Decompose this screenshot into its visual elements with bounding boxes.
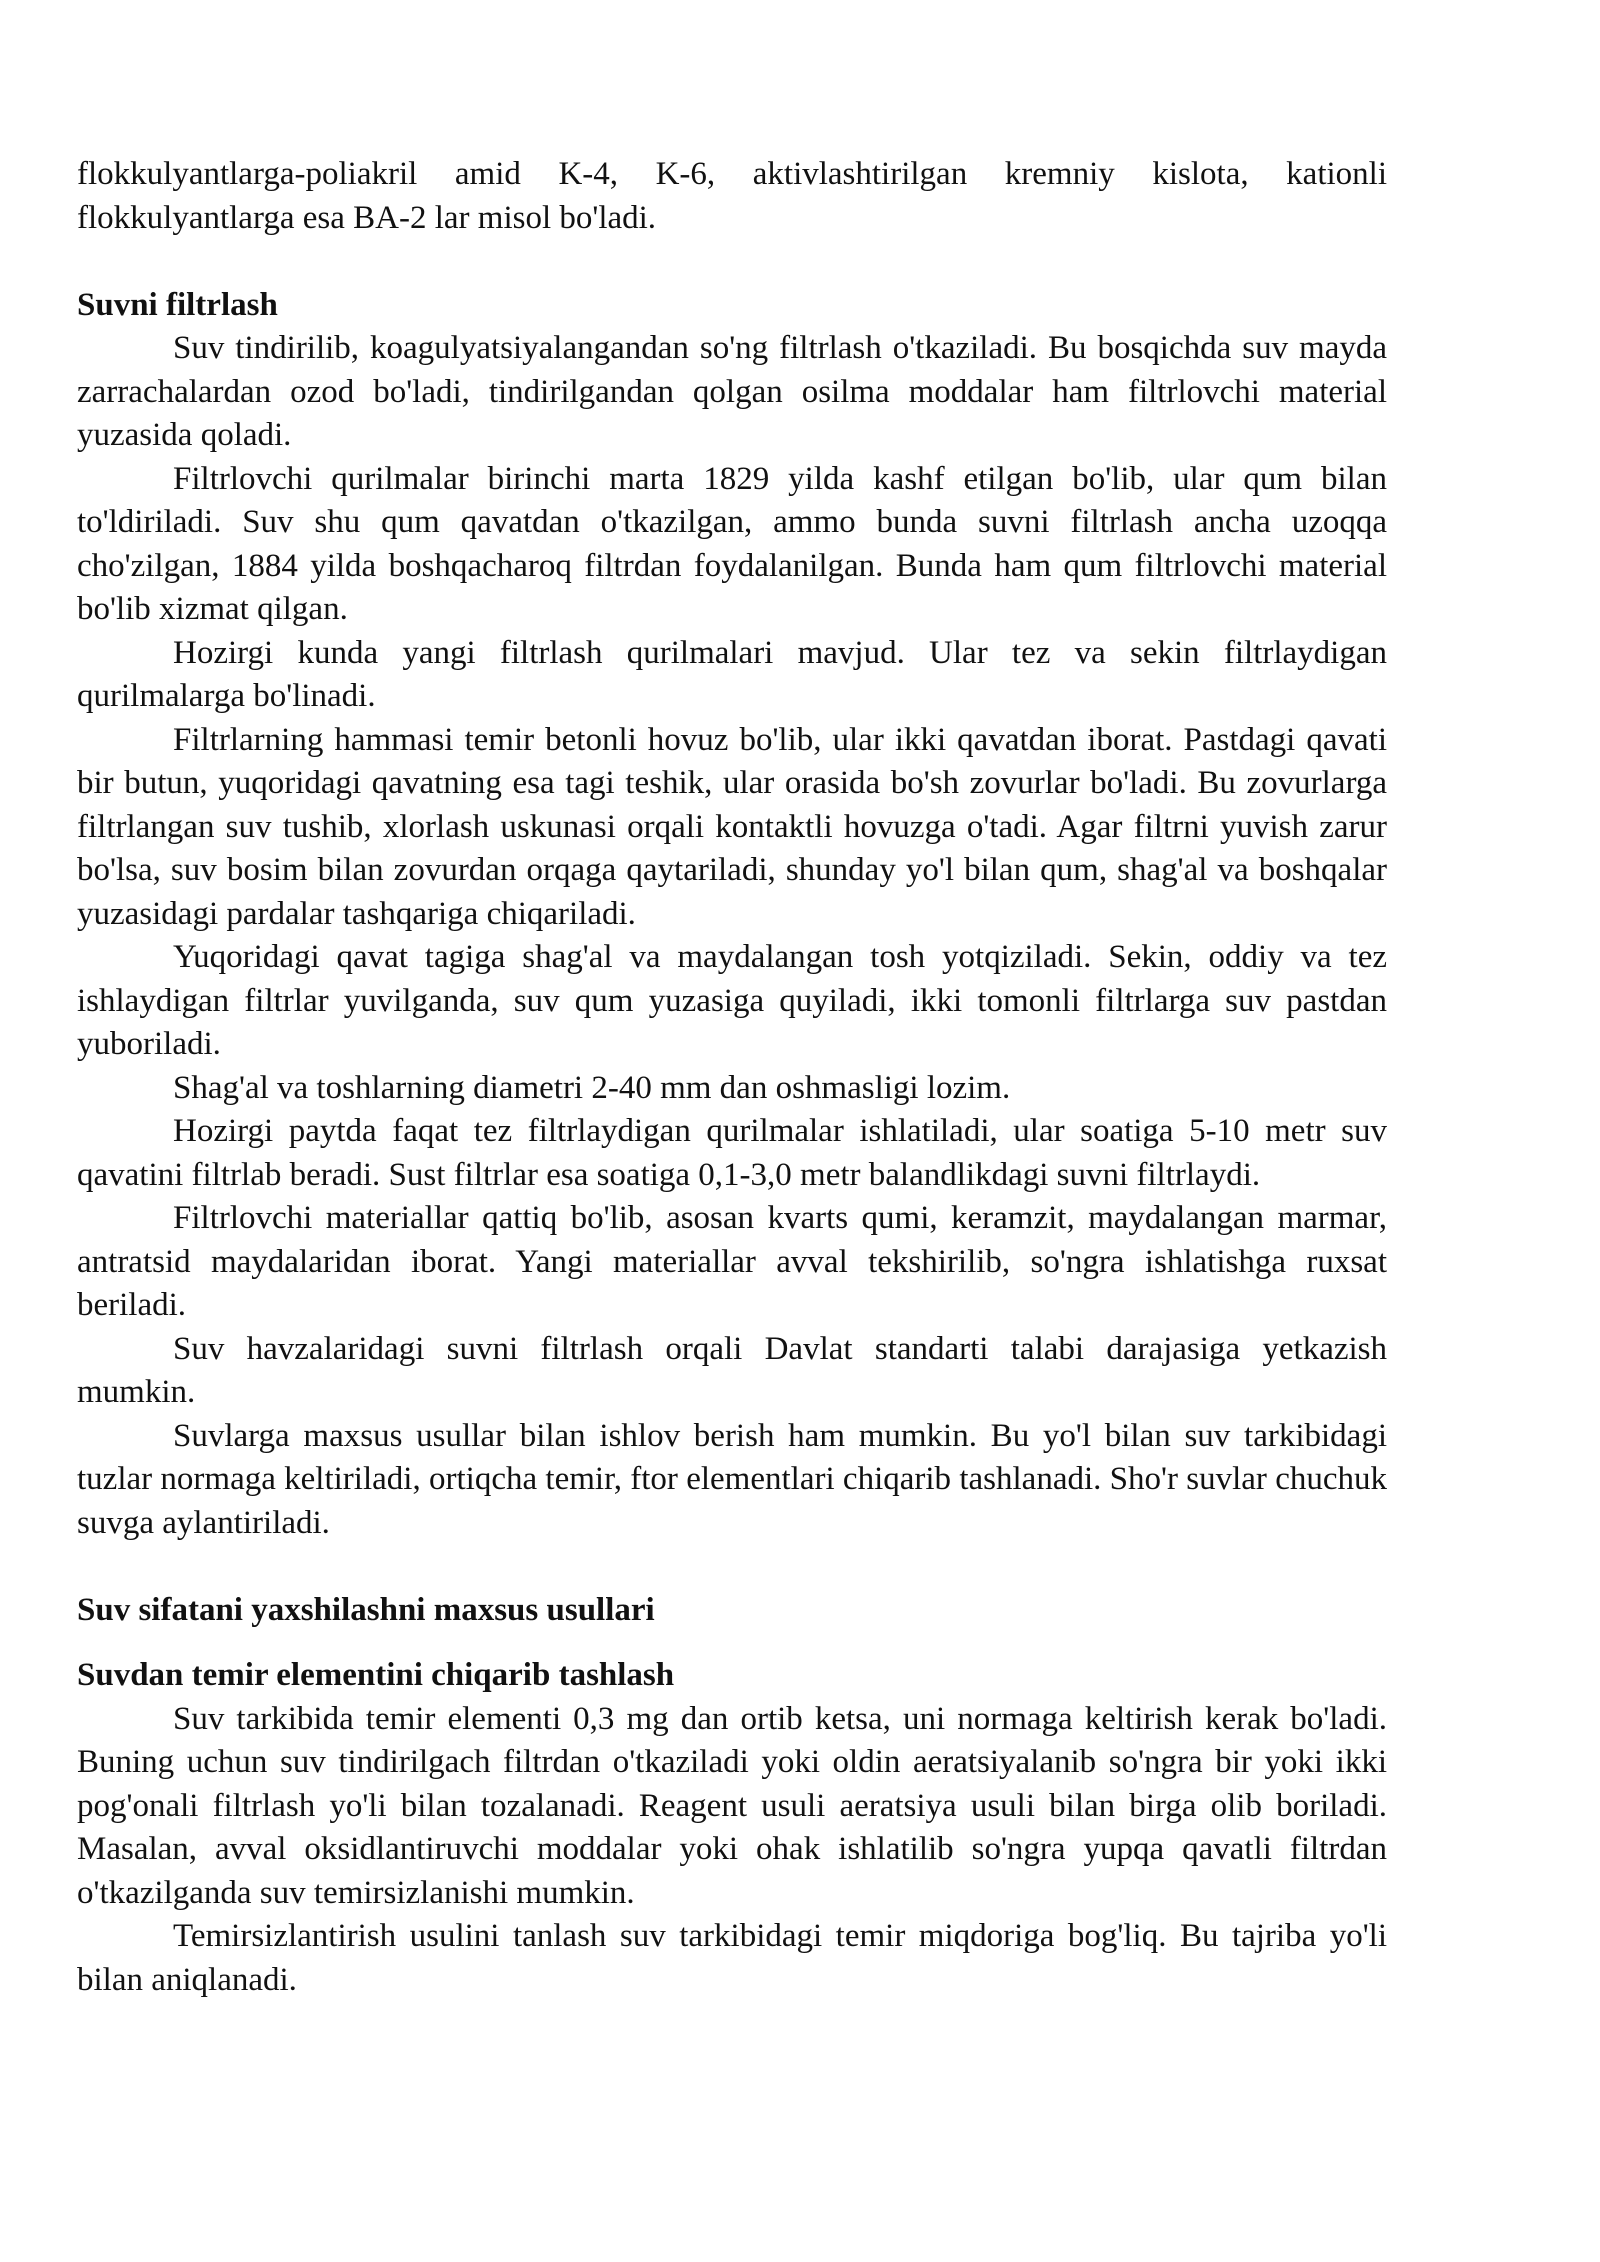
- paragraph: Suv tindirilib, koagulyatsiyalangandan so'ng filtrlash o'tkaziladi. Bu bosqichda suv mayda zarrachalardan ozod bo'ladi, tindirilgandan qolgan osilma moddalar ham filtrlovchi material yuzasida qoladi.: [77, 330, 1387, 453]
- spacer: [77, 1545, 1387, 1589]
- paragraph: Shag'al va toshlarning diametri 2-40 mm dan oshmasligi lozim.: [173, 1069, 1011, 1106]
- heading-maxsus-usullar: Suv sifatani yaxshilashni maxsus usullari: [77, 1591, 655, 1628]
- document-page: [77, 153, 1387, 2002]
- spacer: [77, 240, 1387, 284]
- paragraph: Yuqoridagi qavat tagiga shag'al va maydalangan tosh yotqiziladi. Sekin, oddiy va tez ishlaydigan filtrlar yuvilganda, suv qum yuzasiga quyiladi, ikki tomonli filtrlarga suv pastdan yuboriladi.: [77, 939, 1387, 1062]
- intro-paragraph: flokkulyantlarga-poliakril amid K-4, K-6, aktivlashtirilgan kremniy kislota, kationli flokkulyantlarga esa BA-2 lar misol bo'ladi.: [77, 156, 1387, 236]
- paragraph: Temirsizlantirish usulini tanlash suv tarkibidagi temir miqdoriga bog'liq. Bu tajriba yo'li bilan aniqlanadi.: [77, 1918, 1387, 1998]
- paragraph: Suv tarkibida temir elementi 0,3 mg dan ortib ketsa, uni normaga keltirish kerak bo'ladi. Buning uchun suv tindirilgach filtrdan o'tkaziladi yoki oldin aeratsiyalanib so'ngra bir yoki ikki pog'onali filtrlash yo'li bilan tozalanadi. Reagent usuli aeratsiya usuli bilan birga olib boriladi. Masalan, avval oksidlantiruvchi moddalar yoki ohak ishlatilib so'ngra yupqa qavatli filtrdan o'tkazilganda suv temirsizlanishi mumkin.: [77, 1700, 1387, 1911]
- heading-suvni-filtrlash: Suvni filtrlash: [77, 286, 278, 323]
- spacer: [77, 1632, 1387, 1654]
- paragraph: Hozirgi kunda yangi filtrlash qurilmalari mavjud. Ular tez va sekin filtrlaydigan qurilmalarga bo'linadi.: [77, 634, 1387, 714]
- paragraph: Suvlarga maxsus usullar bilan ishlov berish ham mumkin. Bu yo'l bilan suv tarkibidagi tuzlar normaga keltiriladi, ortiqcha temir, ftor elementlari chiqarib tashlanadi. Sho'r suvlar chuchuk suvga aylantiriladi.: [77, 1417, 1387, 1541]
- paragraph: Hozirgi paytda faqat tez filtrlaydigan qurilmalar ishlatiladi, ular soatiga 5-10 metr suv qavatini filtrlab beradi. Sust filtrlar esa soatiga 0,1-3,0 metr balandlikdagi suvni filtrlaydi.: [77, 1113, 1387, 1193]
- paragraph: Filtrlarning hammasi temir betonli hovuz bo'lib, ular ikki qavatdan iborat. Pastdagi qavati bir butun, yuqoridagi qavatning esa tagi teshik, ular orasida bo'sh zovurlar bo'ladi. Bu zovurlarga filtrlangan suv tushib, xlorlash uskunasi orqali kontaktli hovuzga o'tadi. Agar filtrni yuvish zarur bo'lsa, suv bosim bilan zovurdan orqaga qaytariladi, shunday yo'l bilan qum, shag'al va boshqalar yuzasidagi pardalar tashqariga chiqariladi.: [77, 721, 1387, 932]
- heading-temir-chiqarish: Suvdan temir elementini chiqarib tashlash: [77, 1657, 675, 1693]
- paragraph: Filtrlovchi qurilmalar birinchi marta 1829 yilda kashf etilgan bo'lib, ular qum bilan to'ldiriladi. Suv shu qum qavatdan o'tkazilgan, ammo bunda suvni filtrlash ancha uzoqqa cho'zilgan, 1884 yilda boshqacharoq filtrdan foydalanilgan. Bunda ham qum filtrlovchi material bo'lib xizmat qilgan.: [77, 460, 1387, 627]
- paragraph: Filtrlovchi materiallar qattiq bo'lib, asosan kvarts qumi, keramzit, maydalangan marmar, antratsid maydalaridan iborat. Yangi materiallar avval tekshirilib, so'ngra ishlatishga ruxsat beriladi.: [77, 1200, 1387, 1323]
- paragraph: Suv havzalaridagi suvni filtrlash orqali Davlat standarti talabi darajasiga yetkazish mumkin.: [77, 1330, 1387, 1410]
